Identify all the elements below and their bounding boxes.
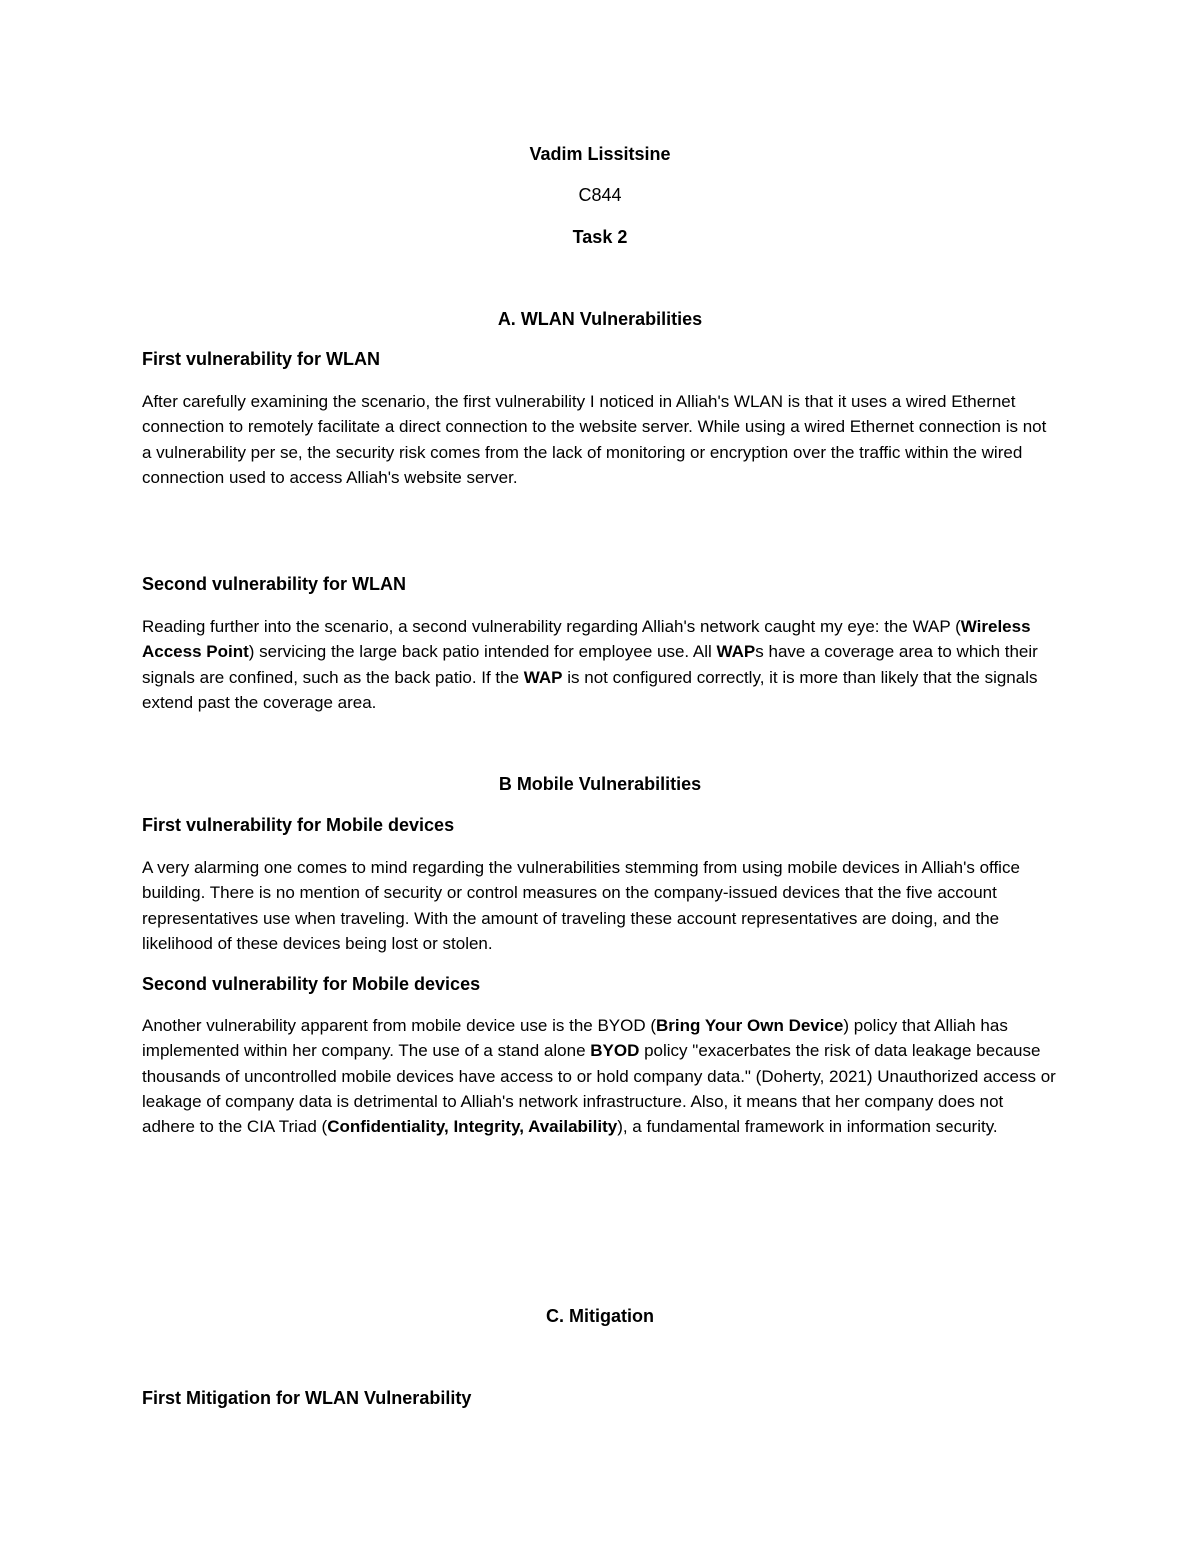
wlan-first-mitigation-heading: First Mitigation for WLAN Vulnerability	[142, 1388, 472, 1408]
mobile-first-vulnerability-heading: First vulnerability for Mobile devices	[142, 815, 455, 835]
mobile-first-vulnerability-text: A very alarming one comes to mind regarding the vulnerabilities stemming from using mobile devices in Alliah's office building. There is no mention of security or control measures on the company-issued devices that the five account representatives use when traveling. With the amount of traveling these account representatives are doing, and the likelihood of these devices being lost or stolen.	[142, 858, 1020, 953]
section-b-title: B Mobile Vulnerabilities	[498, 774, 702, 794]
term-wap: WAP	[523, 667, 563, 687]
task-title: Task 2	[572, 227, 628, 247]
term-bring-your-own-device: Bring Your Own Device	[656, 1016, 844, 1035]
mobile-second-vulnerability-heading: Second vulnerability for Mobile devices	[142, 974, 481, 994]
wlan-second-vulnerability-heading: Second vulnerability for WLAN	[142, 574, 407, 594]
term-byod: BYOD	[590, 1041, 640, 1061]
section-c-title: C. Mitigation	[546, 1306, 654, 1326]
mobile-second-vulnerability-text: Another vulnerability apparent from mobile device use is the BYOD (Bring Your Own Device) policy that Alliah has implemented within her company. The use of a stand alone BYOD policy "exacerbates the risk of data leakage because thousands of uncontrolled mobile devices have access to or hold company data." (Doherty, 2021) Unauthorized access or leakage of company data is detrimental to Alliah's network infrastructure. Also, it means that her company does not adhere to the CIA Triad (Confidentiality, Integrity, Availability), a fundamental framework in information security.	[142, 1016, 1056, 1137]
course-code: C844	[578, 185, 622, 205]
term-wireless-access-point: Wireless Access Point	[142, 617, 1031, 662]
wlan-second-vulnerability-text: Reading further into the scenario, a second vulnerability regarding Alliah's network caught my eye: the WAP (Wireless Access Point) servicing the large back patio intended for employee use. All WAPs have a coverage area to which their signals are confined, such as the back patio. If the WAP is not configured correctly, it is more than likely that the signals extend past the coverage area.	[142, 617, 1038, 712]
section-a-title: A. WLAN Vulnerabilities	[497, 309, 703, 329]
author-name: Vadim Lissitsine	[529, 144, 671, 164]
term-wap: WAP	[716, 642, 756, 662]
term-cia-triad: Confidentiality, Integrity, Availability	[327, 1117, 618, 1137]
wlan-first-vulnerability-text: After carefully examining the scenario, the first vulnerability I noticed in Alliah's WLAN is that it uses a wired Ethernet connection to remotely facilitate a direct connection to the website server. While using a wired Ethernet connection is not a vulnerability per se, the security risk comes from the lack of monitoring or encryption over the traffic within the wired connection used to access Alliah's website server.	[142, 392, 1047, 487]
wlan-first-vulnerability-heading: First vulnerability for WLAN	[142, 349, 381, 369]
